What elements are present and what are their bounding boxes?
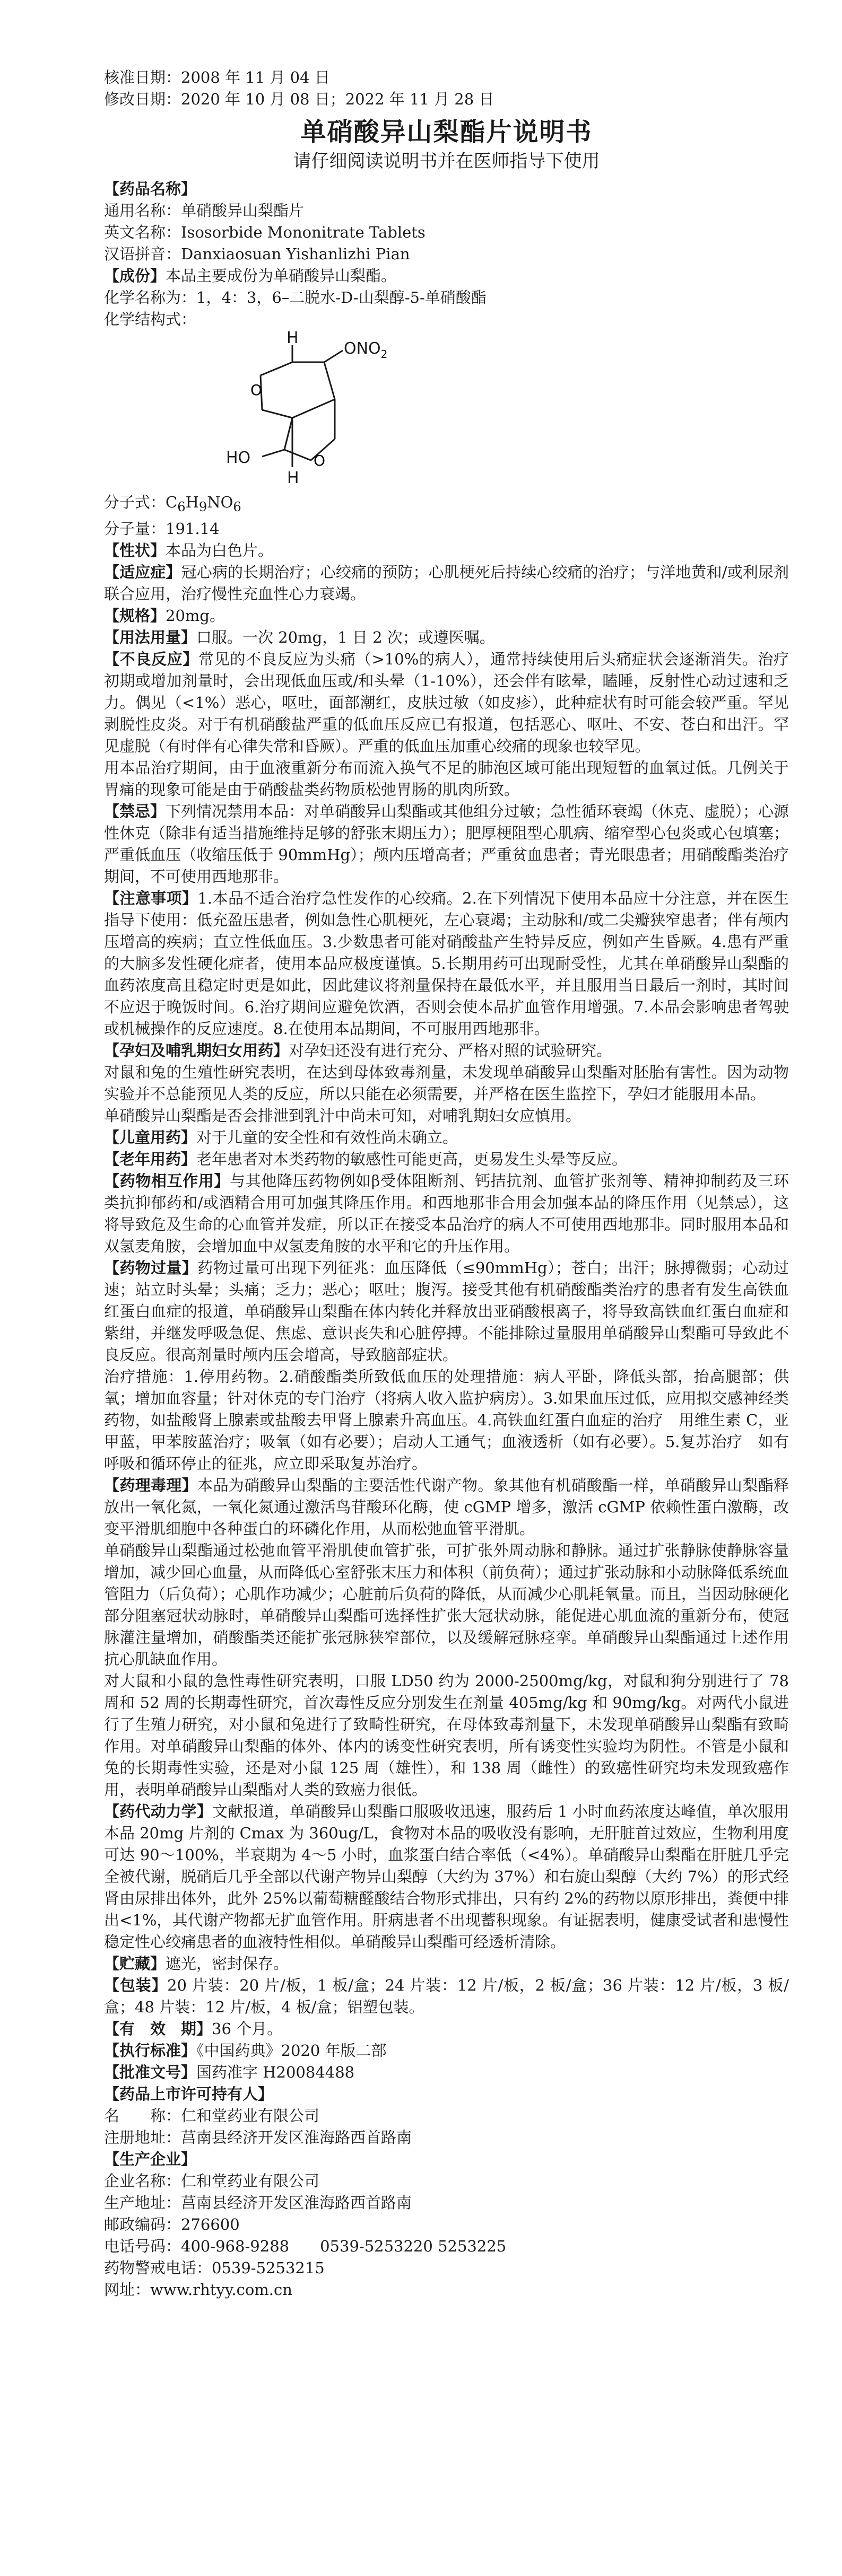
section-paragraph — [104, 562, 789, 605]
section-text: 1.本品不适合治疗急性发作的心绞痛。2.在下列情况下使用本品应十分注意，并在医生指导下使用：低充盈压患者，例如急性心肌梗死，左心衰竭；主动脉和/或二尖瓣狭窄患者；伴有颅内压增高的疾病；直立性低血压。3.少数患者可能对硝酸盐产生特异反应，例如产生昏厥。4.患有严重的大脑多发性硬化症者，使用本品应极度谨慎。5.长期用药可出现耐受性，尤其在单硝酸异山梨酯的血药浓度高且稳定时更是如此，因此建议将剂量保持在最低水平，并且服用当日最后一剂时，其时间不应迟于晚饭时间。6.治疗期间应避免饮酒，否则会使本品扩血管作用增强。7.本品会影响患者驾驶或机械操作的反应速度。8.在使用本品期间，不可服用西地那非。 — [104, 889, 789, 1038]
molecular-weight: 分子量：191.14 — [104, 519, 220, 538]
section-paragraph — [104, 1257, 789, 1366]
section-paragraph — [104, 1105, 789, 1127]
section-text: 文献报道，单硝酸异山梨酯口服吸收迅速，服药后 1 小时血药浓度达峰值，单次服用本品 20mg 片剂的 Cmax 为 360ug/L，食物对本品的吸收没有影响，无肝脏首过效应，生物利用度可达 90～100%，半衰期为 4～5 小时，血浆蛋白结合率低（<4%）。单硝酸异山梨酯在肝脏几乎完全被代谢，脱硝后几乎全部以代谢产物异山梨醇（大约为 37%）和右旋山梨醇（大约 7%）的形式经肾由尿排出体外，此外 25%以葡萄糖醛酸结合物形式排出，只有约 2%的药物以原形排出，粪便中排出<1%，其代谢产物都无扩血管作用。肝病患者不出现蓄积现象。有证据表明，健康受试者和患慢性稳定性心绞痛患者的血液特性相似。单硝酸异山梨酯可经透析清除。 — [104, 1802, 789, 1951]
section-paragraph — [104, 2083, 789, 2105]
section-text: 老年患者对本类药物的敏感性可能更高，更易发生头晕等反应。 — [196, 1150, 628, 1168]
section-text: 《中国药典》2020 年版二部 — [196, 2041, 387, 2060]
section-header: 【药代动力学】 — [104, 1802, 213, 1820]
section-paragraph — [104, 2062, 789, 2083]
section-paragraph — [104, 1040, 789, 1062]
section-paragraph — [104, 1670, 789, 1801]
structure-label: 化学结构式： — [104, 310, 197, 328]
section-paragraph — [104, 2192, 789, 2214]
section-paragraph — [104, 627, 789, 649]
section-paragraph — [104, 540, 789, 562]
section-text: 口服。一次 20mg，1 日 2 次；或遵医嘱。 — [196, 628, 495, 646]
section-header: 【药物相互作用】 — [104, 1171, 230, 1190]
section-paragraph — [104, 1475, 789, 1540]
section-header: 【包装】 — [104, 1976, 168, 1994]
struct-h-top: H — [287, 330, 299, 347]
section-text: 本品为白色片。 — [166, 541, 274, 559]
section-text: 网址：www.rhtyy.com.cn — [104, 2280, 292, 2299]
section-paragraph — [104, 2105, 789, 2127]
section-text: 电话号码：400-968-9288 0539-5253220 5253225 — [104, 2237, 507, 2255]
bond — [262, 450, 284, 457]
bond — [324, 351, 343, 362]
section-paragraph — [104, 757, 789, 801]
section-header: 【不良反应】 — [104, 650, 199, 668]
struct-ono2 — [344, 339, 387, 361]
section-text: 20 片装：20 片/板，1 板/盒；24 片装：12 片/板，2 板/盒；36 片装：12 片/板，3 板/盒；48 片装：12 片/板，4 板/盒；铝塑包装。 — [104, 1976, 789, 2016]
section-paragraph — [104, 2236, 789, 2257]
sections-list — [104, 540, 789, 2301]
section-text: 治疗措施：1.停用药物。2.硝酸酯类所致低血压的处理措施：病人平卧，降低头部，抬高腿部；供氧；增加血容量；针对休克的专门治疗（将病人收入监护病房）。3.如果血压过低，应用拟交感神经类药物，如盐酸肾上腺素或盐酸去甲肾上腺素升高血压。4.高铁血红蛋白血症的治疗 用维生素 C，亚甲蓝，甲苯胺蓝治疗；吸氧（如有必要）；启动人工通气；血液透析（如有必要）。5.复苏治疗 如有呼吸和循环停止的征兆，应立即采取复苏治疗。 — [104, 1367, 789, 1473]
section-paragraph — [104, 1975, 789, 2018]
section-text: 单硝酸异山梨酯通过松弛血管平滑肌使血管扩张，可扩张外周动脉和静脉。通过扩张静脉使静脉容量增加，减少回心血量，从而降低心室舒张末压力和体积（前负荷）；通过扩张动脉和小动脉降低系统血管阻力（后负荷）；心肌作功减少；心脏前后负荷的降低，从而减少心肌耗氧量。而且，当因动脉硬化部分阻塞冠状动脉时，单硝酸异山梨酯可选择性扩张大冠状动脉，能促进心肌血流的重新分布，使冠脉灌注量增加，硝酸酯类还能扩张冠脉狭窄部位，以及缓解冠脉痉挛。单硝酸异山梨酯通过上述作用抗心肌缺血作用。 — [104, 1541, 789, 1668]
bond — [262, 410, 292, 418]
section-paragraph — [104, 2170, 789, 2192]
section-header: 【生产企业】 — [104, 2150, 197, 2168]
drug-name-header: 【药品名称】 — [104, 180, 197, 198]
struct-h-bottom: H — [287, 469, 299, 487]
section-header: 【老年用药】 — [104, 1150, 197, 1168]
struct-oxygen-left: O — [250, 381, 263, 399]
revision-date: 修改日期：2020 年 10 月 08 日；2022 年 11 月 28 日 — [104, 90, 494, 108]
section-text: 企业名称：仁和堂药业有限公司 — [104, 2171, 320, 2190]
section-header: 【禁忌】 — [104, 802, 166, 820]
section-paragraph — [104, 1062, 789, 1105]
section-text: 生产地址：莒南县经济开发区淮海路西首路南 — [104, 2193, 412, 2212]
section-paragraph — [104, 1149, 789, 1170]
composition-header: 【成份】 — [104, 267, 166, 285]
formula-sub-o: 6 — [233, 499, 241, 514]
bond — [261, 362, 292, 375]
chemical-structure — [205, 330, 459, 489]
section-text: 对于儿童的安全性和有效性尚未确立。 — [196, 1128, 458, 1146]
section-header: 【用法用量】 — [104, 628, 197, 646]
formula-sub-h: 9 — [198, 499, 207, 514]
bond — [284, 450, 311, 460]
approval-date: 核准日期：2008 年 11 月 04 日 — [104, 68, 330, 86]
struct-ono2-sub: 2 — [380, 348, 388, 361]
section-header: 【药物过量】 — [104, 1258, 198, 1277]
section-text: 对鼠和兔的生殖性研究表明，在达到母体致毒剂量，未发现单硝酸异山梨酯对胚胎有害性。因为动物实验并不总能预见人类的反应，所以只能在必须需要，并严格在医生监控下，孕妇才能服用本品。 — [104, 1063, 789, 1103]
section-paragraph — [104, 2214, 789, 2236]
struct-ono2-main: ONO — [344, 339, 381, 358]
section-paragraph — [104, 1170, 789, 1257]
section-paragraph — [104, 2149, 789, 2170]
section-header: 【贮藏】 — [104, 1954, 166, 1973]
formula-mid-no: NO — [207, 493, 233, 511]
section-header: 【执行标准】 — [104, 2041, 197, 2060]
bond — [284, 418, 292, 450]
section-text: 邮政编码：276600 — [104, 2215, 240, 2233]
section-paragraph — [104, 801, 789, 888]
section-paragraph — [104, 2040, 789, 2062]
section-text: 对孕妇还没有进行充分、严格对照的试验研究。 — [289, 1041, 612, 1059]
section-paragraph — [104, 1127, 789, 1149]
section-text: 本品为硝酸异山梨酯的主要活性代谢产物。象其他有机硝酸酯一样，单硝酸异山梨酯释放出一氧化氮，一氧化氮通过激活鸟苷酸环化酶，使 cGMP 增多，激活 cGMP 依赖性蛋白激酶，改变平滑肌细胞中各种蛋白的环磷化作用，从而松弛血管平滑肌。 — [104, 1476, 789, 1538]
section-paragraph — [104, 605, 789, 627]
section-paragraph — [104, 1540, 789, 1670]
chemical-name: 化学名称为：1，4：3，6–二脱水-D-山梨醇-5-单硝酸酯 — [104, 288, 487, 306]
section-header: 【注意事项】 — [104, 889, 198, 907]
section-paragraph — [104, 1953, 789, 1975]
section-header: 【有 效 期】 — [104, 2019, 212, 2038]
molecular-formula — [104, 492, 789, 518]
section-paragraph — [104, 2018, 789, 2040]
bond — [324, 362, 335, 399]
section-header: 【规格】 — [104, 606, 166, 625]
document-title: 单硝酸异山梨酯片说明书 — [300, 117, 593, 147]
section-paragraph — [104, 2257, 789, 2279]
section-text: 单硝酸异山梨酯是否会排泄到乳汁中尚未可知，对哺乳期妇女应慎用。 — [104, 1106, 581, 1125]
section-paragraph — [104, 1801, 789, 1953]
section-text: 对大鼠和小鼠的急性毒性研究表明，口服 LD50 约为 2000-2500mg/kg，对鼠和狗分别进行了 78 周和 52 周的长期毒性研究，首次毒性反应分别发生在剂量 405mg/kg 和 90mg/kg。对两代小鼠进行了生殖力研究，对小鼠和兔进行了致畸性研究，在母体致毒剂量下，未发现单硝酸异山梨酯有致畸作用。对单硝酸异山梨酯的体外、体内的诱变性研究表明，所有诱变性实验均为阴性。不管是小鼠和兔的长期毒性实验，还是对小鼠 125 周（雄性），和 138 周（雌性）的致癌性研究均未发现致癌作用，表明单硝酸异山梨酯对人类的致癌力很低。 — [104, 1671, 789, 1799]
section-paragraph — [104, 2279, 789, 2301]
bond — [292, 399, 335, 418]
section-text: 名 称：仁和堂药业有限公司 — [104, 2106, 320, 2125]
section-text: 冠心病的长期治疗；心绞痛的预防；心肌梗死后持续心绞痛的治疗；与洋地黄和/或利尿剂联合应用，治疗慢性充血性心力衰竭。 — [104, 563, 789, 603]
pinyin-name: 汉语拼音：Danxiaosuan Yishanlizhi Pian — [104, 245, 410, 263]
composition-text: 本品主要成份为单硝酸异山梨酯。 — [166, 267, 397, 285]
section-text: 药物警戒电话：0539-5253215 — [104, 2258, 325, 2277]
section-text: 药物过量可出现下列征兆：血压降低（≤90mmHg）；苍白；出汗；脉搏微弱；心动过速；站立时头晕；头痛；乏力；恶心；呕吐；腹泻。接受其他有机硝酸酯类治疗的患者有发生高铁血红蛋白血症的报道，单硝酸异山梨酯在体内转化并释放出亚硝酸根离子，将导致高铁血红蛋白血症和紫绀，并继发呼吸急促、焦虑、意识丧失和心脏停搏。不能排除过量服用单硝酸异山梨酯可导致此不良反应。很高剂量时颅内压会增高，导致脑部症状。 — [104, 1258, 789, 1364]
formula-mid-h: H — [185, 493, 199, 511]
section-paragraph — [104, 2127, 789, 2149]
formula-prefix: 分子式：C — [104, 493, 178, 511]
struct-oxygen-right: O — [314, 452, 326, 469]
section-text: 下列情况禁用本品：对单硝酸异山梨酯或其他组分过敏；急性循环衰竭（休克、虚脱）；心源性休克（除非有适当措施维持足够的舒张末期压力）；肥厚梗阻型心肌病、缩窄型心包炎或心包填塞；严重低血压（收缩压低于 90mmHg）；颅内压增高者；严重贫血患者；青光眼患者；用硝酸酯类治疗期间，不可使用西地那非。 — [104, 802, 789, 886]
section-text: 与其他降压药物例如β受体阻断剂、钙拮抗剂、血管扩张剂等、精神抑制药及三环类抗抑郁药和/或酒精合用可加强其降压作用。和西地那非合用会加强本品的降压作用（见禁忌），这将导致危及生命的心血管并发症，所以正在接受本品治疗的病人不可使用西地那非。同时服用本品和双氢麦角胺，会增加血中双氢麦角胺的水平和它的升压作用。 — [104, 1171, 789, 1255]
english-name: 英文名称：Isosorbide Mononitrate Tablets — [104, 223, 426, 241]
formula-sub-c: 6 — [177, 499, 186, 514]
section-header: 【儿童用药】 — [104, 1128, 197, 1146]
section-text: 国药准字 H20084488 — [196, 2063, 355, 2081]
composition-paragraph — [104, 265, 789, 287]
section-text: 常见的不良反应为头痛（>10%的病人），通常持续使用后头痛症状会逐渐消失。治疗初期或增加剂量时，会出现低血压或/和头晕（1-10%），还会伴有眩晕，瞌睡，反射性心动过速和乏力。偶见（<1%）恶心，呕吐，面部潮红，皮肤过敏（如皮疹），此种症状有时可能会较严重。罕见剥脱性皮炎。对于有机硝酸盐严重的低血压反应已有报道，包括恶心、呕吐、不安、苍白和出汗。罕见虚脱（有时伴有心律失常和昏厥）。严重的低血压加重心绞痛的现象也较罕见。 — [104, 650, 789, 755]
document-subtitle: 请仔细阅读说明书并在医师指导下使用 — [293, 151, 600, 172]
section-text: 注册地址：莒南县经济开发区淮海路西首路南 — [104, 2128, 412, 2146]
generic-name: 通用名称：单硝酸异山梨酯片 — [104, 201, 305, 220]
struct-ho: HO — [226, 449, 251, 467]
section-header: 【孕妇及哺乳期妇女用药】 — [104, 1041, 289, 1059]
section-header: 【药理毒理】 — [104, 1476, 198, 1494]
section-header: 【性状】 — [104, 541, 166, 559]
section-paragraph — [104, 649, 789, 757]
section-header: 【药品上市许可持有人】 — [104, 2084, 274, 2103]
section-text: 用本品治疗期间，由于血液重新分布而流入换气不足的肺泡区域可能出现短暂的血氧过低。几例关于胃痛的现象可能是由于硝酸盐类药物质松弛胃肠的肌肉所致。 — [104, 758, 789, 799]
section-paragraph — [104, 888, 789, 1040]
section-text: 20mg。 — [166, 606, 225, 625]
section-text: 遮光，密封保存。 — [166, 1954, 289, 1973]
section-paragraph — [104, 1366, 789, 1475]
section-header: 【批准文号】 — [104, 2063, 197, 2081]
section-text: 36 个月。 — [212, 2019, 283, 2038]
section-header: 【适应症】 — [104, 563, 181, 581]
